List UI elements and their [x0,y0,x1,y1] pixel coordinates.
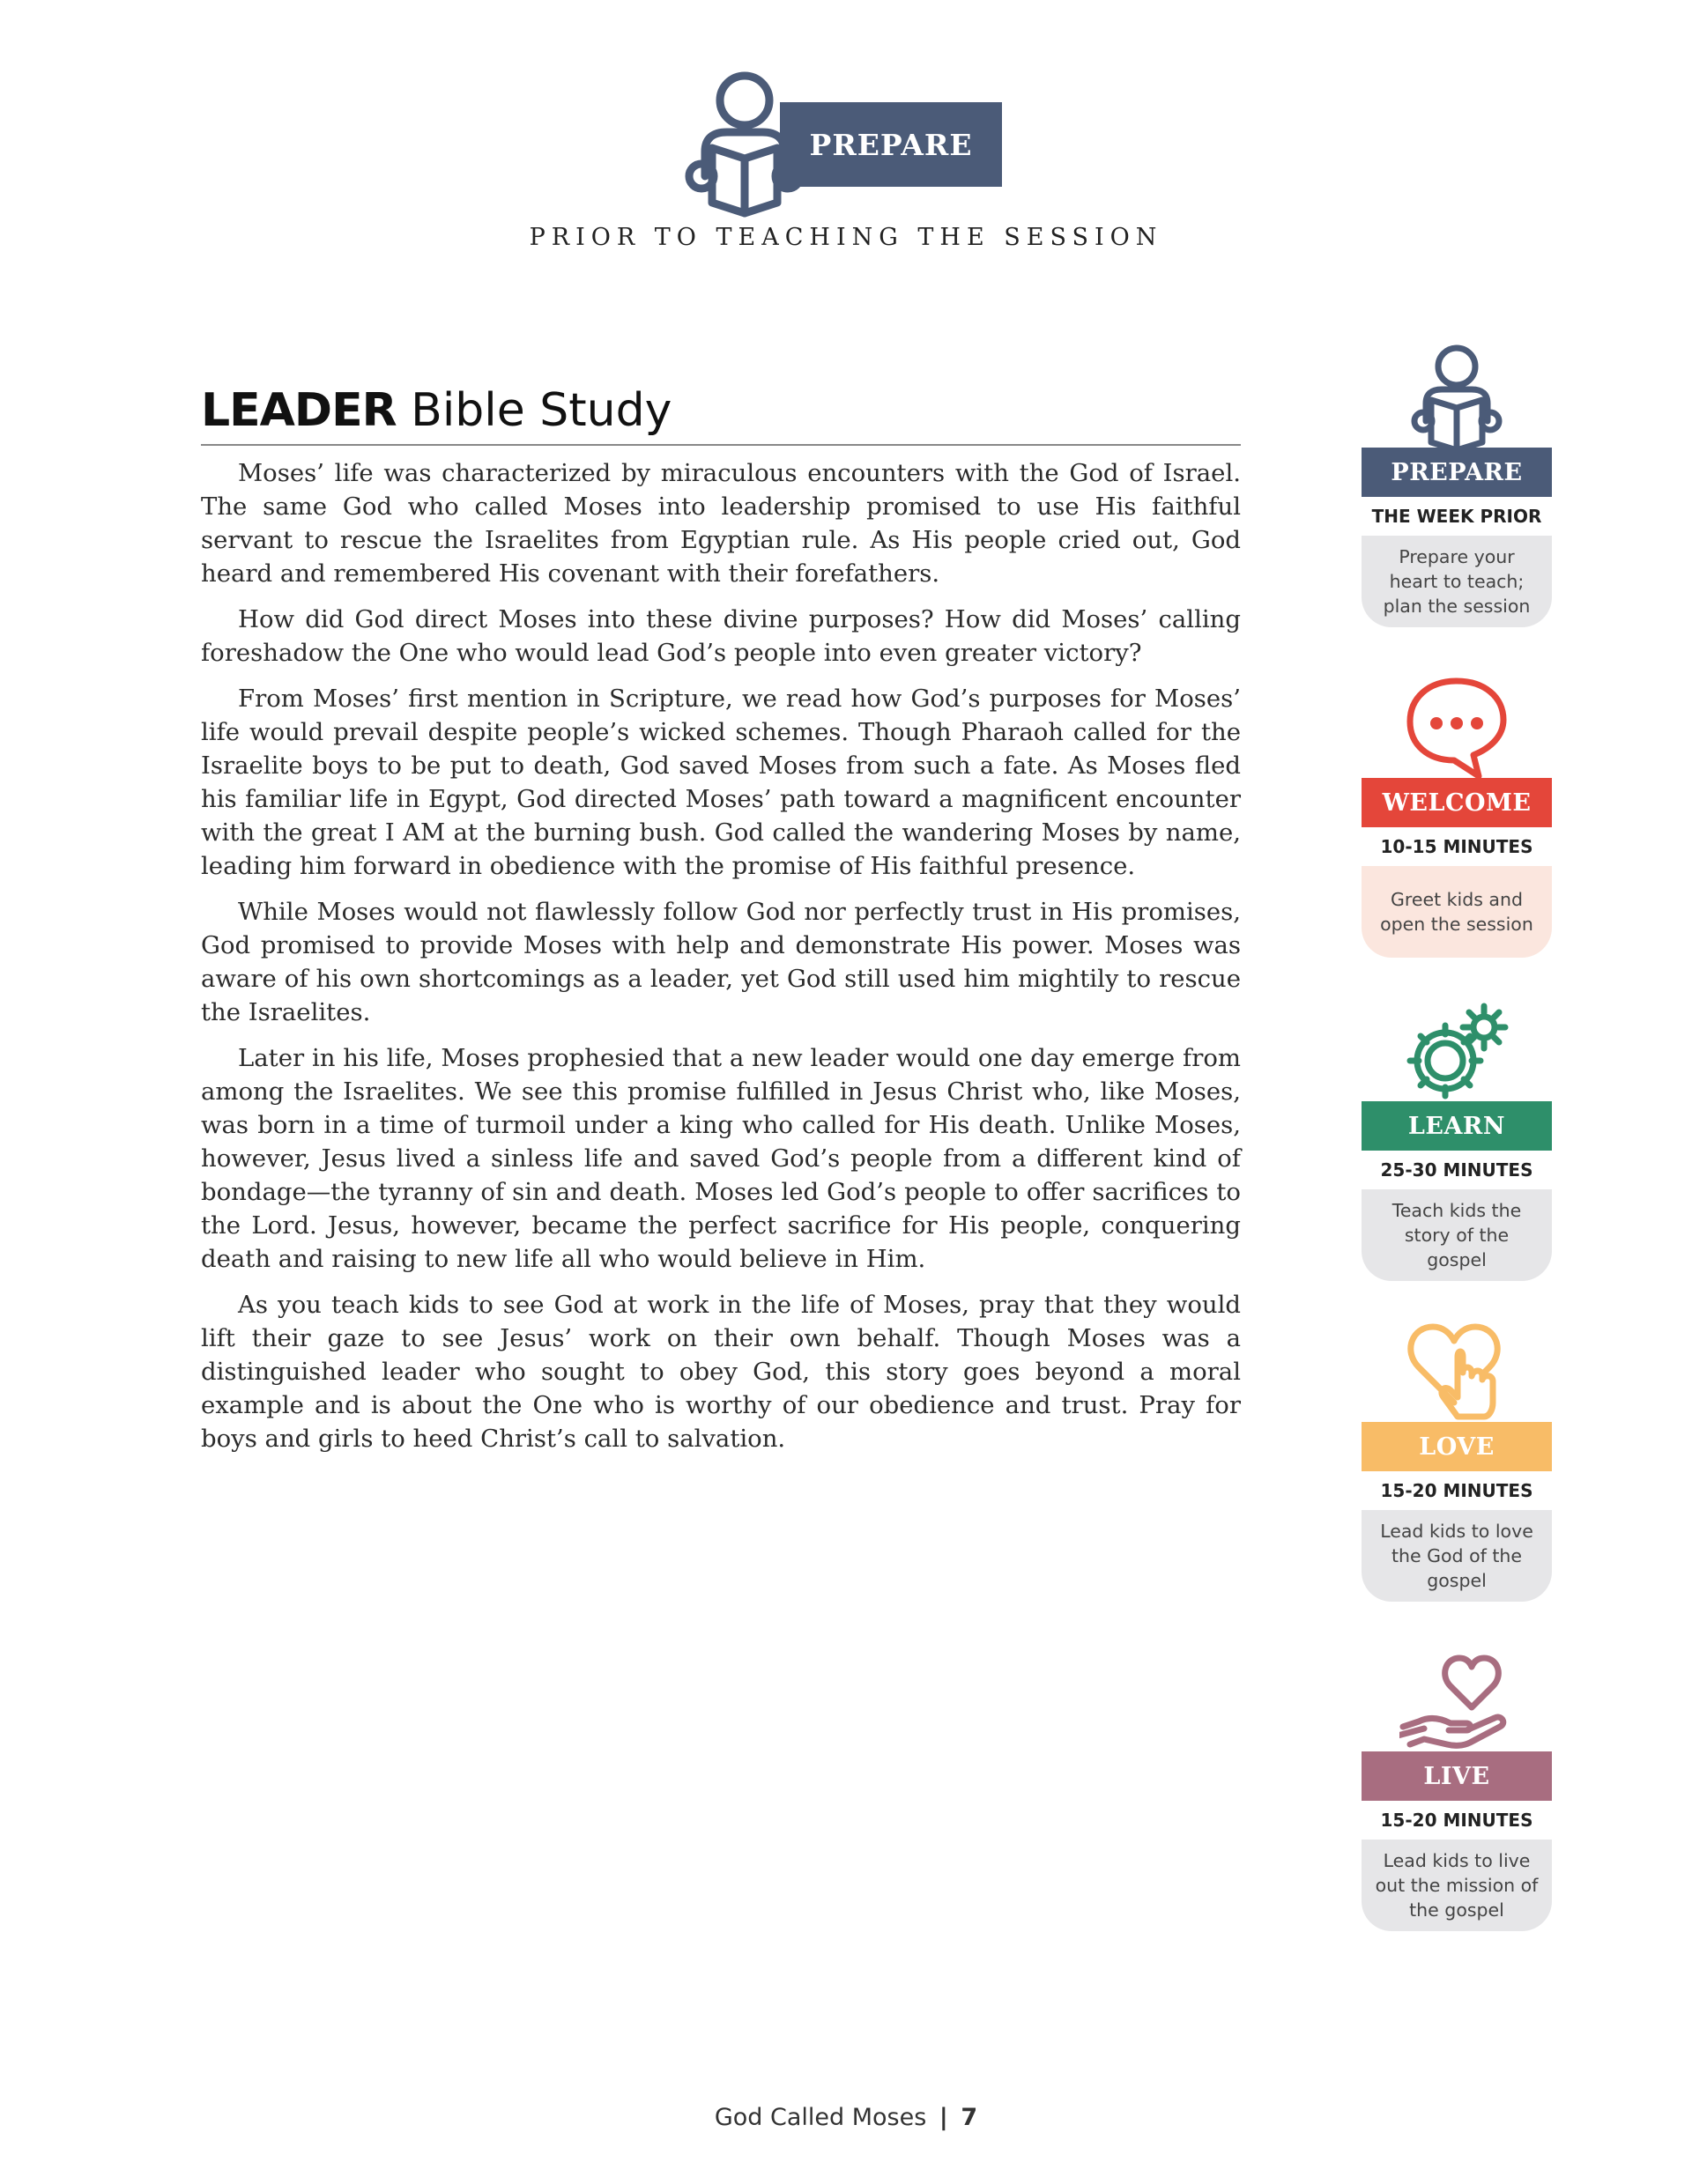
step-description: Lead kids to live out the mission of the gospel [1362,1840,1552,1931]
step-love [1362,1318,1552,1603]
step-prepare [1362,344,1552,629]
step-description: Prepare your heart to teach; plan the session [1362,536,1552,627]
step-live [1362,1647,1552,1933]
reader-icon [1362,344,1552,453]
prepare-banner: PREPARE [780,102,1002,187]
step-label: WELCOME [1362,778,1552,827]
step-description: Lead kids to love the God of the gospel [1362,1510,1552,1602]
gears-icon [1362,997,1552,1107]
step-duration: 25-30 MINUTES [1380,1159,1533,1181]
header-subtitle: PRIOR TO TEACHING THE SESSION [529,224,1163,251]
footer-title: God Called Moses [714,2104,927,2131]
section-title [201,384,1241,446]
step-duration: THE WEEK PRIOR [1371,506,1542,527]
paragraph: How did God direct Moses into these divine purposes? How did Moses’ calling foreshadow the One who would lead God’s people into even greater victory? [201,605,1241,667]
paragraph: Moses’ life was characterized by miraculous encounters with the God of Israel. The same God who called Moses into leadership promised to use His faithful servant to rescue the Israelites from Egyptian rule. As His people cried out, God heard and remembered His covenant with their forefathers. [201,459,1241,588]
step-label: LOVE [1362,1422,1552,1471]
section-title-light: Bible Study [411,384,672,437]
step-welcome [1362,674,1552,959]
section-title-bold: LEADER [201,384,397,437]
step-label: LEARN [1362,1101,1552,1151]
step-duration: 10-15 MINUTES [1380,836,1533,857]
paragraph: While Moses would not flawlessly follow God nor perfectly trust in His promises, God promised to provide Moses with help and demonstrate His power. Moses was aware of his own shortcomings as a leader, yet God still used him mightily to rescue the Israelites. [201,898,1241,1026]
footer-separator: | [939,2104,948,2131]
page-number: 7 [961,2104,978,2131]
speech-bubble-icon [1362,674,1552,783]
step-description: Teach kids the story of the gospel [1362,1189,1552,1281]
paragraph: Later in his life, Moses prophesied that a new leader would one day emerge from among the Israelites. We see this promise fulfilled in Jesus Christ who, like Moses, was born in a time of turmoil under a king who called for His death. Unlike Moses, however, Jesus lived a sinless life and saved God’s people from a different kind of bondage—the tyranny of sin and death. Moses led God’s people to offer sacrifices to the Lord. Jesus, however, became the perfect sacrifice for His people, conquering death and raising to new life all who would believe in Him. [201,1044,1241,1273]
leader-bible-study-text [201,456,1241,1468]
step-learn [1362,997,1552,1283]
paragraph: From Moses’ first mention in Scripture, we read how God’s purposes for Moses’ life would prevail despite people’s wicked schemes. Though Pharaoh called for the Israelite boys to be put to death, God saved Moses from such a fate. As Moses fled his familiar life in Egypt, God directed Moses’ path toward a magnificent encounter with the great I AM at the burning bush. God called the wandering Moses by name, leading him forward in obedience with the promise of His faithful presence. [201,685,1241,880]
paragraph: As you teach kids to see God at work in the life of Moses, pray that they would lift their gaze to see Jesus’ work on their own behalf. Though Moses was a distinguished leader who sought to obey God, this story goes beyond a moral example and is about the One who is worthy of our obedience and trust. Pray for boys and girls to heed Christ’s call to salvation. [201,1291,1241,1453]
page-footer [0,2104,1692,2131]
heart-touch-icon [1362,1318,1552,1427]
step-label: LIVE [1362,1751,1552,1801]
step-description: Greet kids and open the session [1362,866,1552,958]
step-label: PREPARE [1362,448,1552,497]
step-duration: 15-20 MINUTES [1380,1810,1533,1831]
step-duration: 15-20 MINUTES [1380,1480,1533,1501]
heart-hand-icon [1362,1647,1552,1757]
